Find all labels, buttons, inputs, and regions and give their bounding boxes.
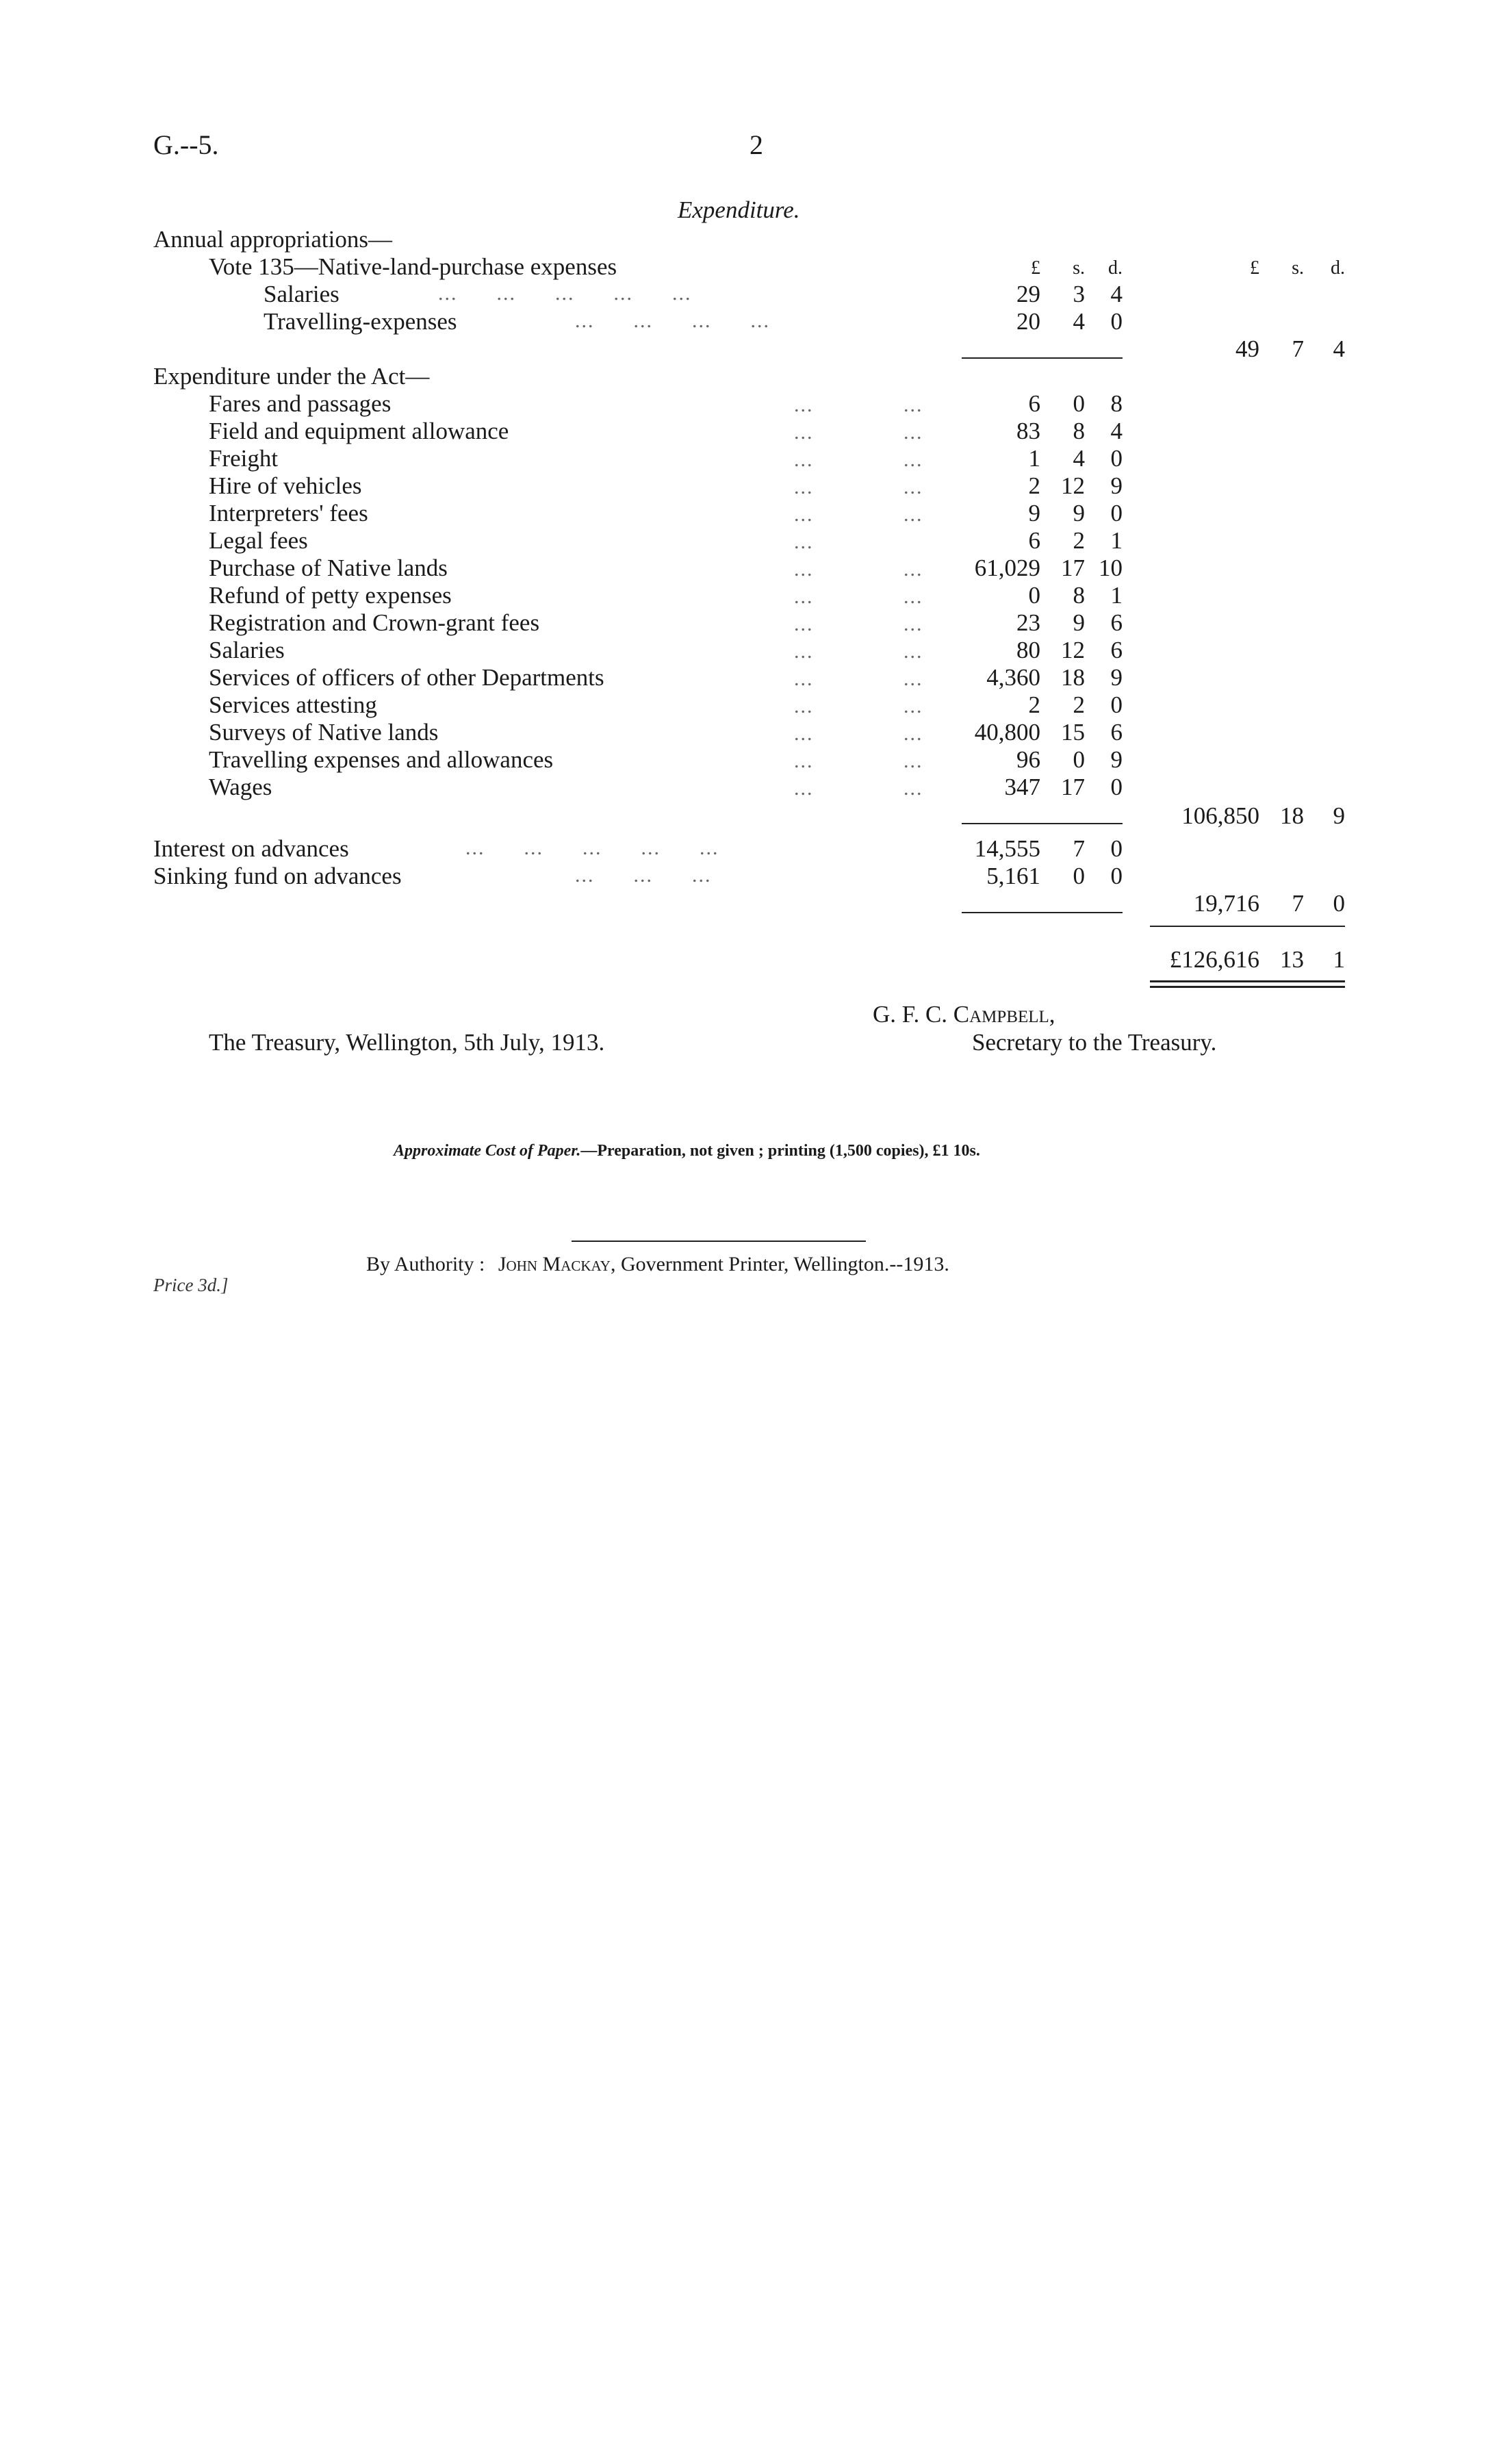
amount-pence: 6 bbox=[1110, 609, 1123, 636]
amount-pence: 9 bbox=[1110, 746, 1123, 773]
other-total-pence: 0 bbox=[1333, 890, 1345, 917]
amount-shillings: 8 bbox=[1073, 418, 1085, 444]
other-total-shillings: 7 bbox=[1292, 890, 1304, 917]
table-row-label: Sinking fund on advances bbox=[153, 863, 402, 889]
table-row-label: Freight bbox=[209, 445, 279, 472]
col-header-pound-2: £ bbox=[1250, 257, 1259, 279]
cost-note-text: —Preparation, not given ; printing (1,500 copies), £1 10s. bbox=[580, 1142, 980, 1160]
amount-pence: 1 bbox=[1110, 527, 1123, 554]
table-row-label: Legal fees bbox=[209, 527, 308, 554]
amount-pence: 0 bbox=[1110, 691, 1123, 718]
table-row-label: Refund of petty expenses bbox=[209, 582, 452, 609]
amount-pounds: 2 bbox=[1028, 691, 1040, 718]
amount-pounds: 2 bbox=[1028, 472, 1040, 499]
amount-pounds: 14,555 bbox=[974, 835, 1040, 862]
page-number: 2 bbox=[749, 129, 763, 160]
price: Price 3d.] bbox=[153, 1275, 229, 1295]
col-header-pound: £ bbox=[1031, 257, 1040, 279]
table-row-label: Services of officers of other Departments bbox=[209, 664, 604, 691]
amount-pounds: 29 bbox=[1016, 281, 1040, 307]
amount-pounds: 6 bbox=[1028, 527, 1040, 554]
grand-total-pence: 1 bbox=[1333, 946, 1345, 973]
subtotal-rule bbox=[962, 357, 1123, 359]
vote-heading: Vote 135—Native-land-purchase expenses bbox=[209, 253, 617, 280]
vote-total-pence: 4 bbox=[1333, 335, 1345, 362]
amount-pounds: 23 bbox=[1016, 609, 1040, 636]
amount-pounds: 20 bbox=[1016, 308, 1040, 335]
table-row-label: Salaries bbox=[264, 281, 339, 307]
amount-pounds: 4,360 bbox=[986, 664, 1040, 691]
leader-dots: ... ... ... ... ... ... ... ... ... ... ... ... ... ... bbox=[904, 394, 923, 800]
table-row-label: Wages bbox=[209, 774, 272, 800]
cost-note bbox=[394, 1142, 980, 1160]
amount-shillings: 8 bbox=[1073, 582, 1085, 609]
document-reference: G.--5. bbox=[153, 129, 219, 160]
table-row-label: Travelling expenses and allowances bbox=[209, 746, 554, 773]
authority-prefix: By Authority : bbox=[366, 1253, 485, 1275]
amount-pence: 0 bbox=[1110, 500, 1123, 526]
printer-name: John Mackay, bbox=[498, 1253, 616, 1275]
amount-pence: 0 bbox=[1110, 445, 1123, 472]
amount-pence: 0 bbox=[1110, 863, 1123, 889]
amount-shillings: 12 bbox=[1061, 637, 1085, 663]
amount-shillings: 7 bbox=[1073, 835, 1085, 862]
table-row-label: Fares and passages bbox=[209, 390, 392, 417]
amount-shillings: 9 bbox=[1073, 609, 1085, 636]
amount-shillings: 4 bbox=[1073, 445, 1085, 472]
grand-total-pounds: £126,616 bbox=[1169, 946, 1259, 973]
col-header-shillings-2: s. bbox=[1292, 257, 1304, 279]
amount-pounds: 6 bbox=[1028, 390, 1040, 417]
amount-pence: 9 bbox=[1110, 472, 1123, 499]
amount-pounds: 1 bbox=[1028, 445, 1040, 472]
amount-shillings: 2 bbox=[1073, 527, 1085, 554]
table-row-label: Registration and Crown-grant fees bbox=[209, 609, 540, 636]
amount-pence: 0 bbox=[1110, 774, 1123, 800]
table-row-label: Services attesting bbox=[209, 691, 377, 718]
subtotal-rule bbox=[962, 823, 1123, 824]
amount-pence: 8 bbox=[1110, 390, 1123, 417]
col-header-pence: d. bbox=[1108, 257, 1123, 279]
table-row-label: Travelling-expenses bbox=[264, 308, 457, 335]
footer-rule bbox=[572, 1241, 866, 1242]
other-total-pounds: 19,716 bbox=[1193, 890, 1259, 917]
amount-pence: 6 bbox=[1110, 719, 1123, 746]
section-act-heading: Expenditure under the Act— bbox=[153, 363, 430, 390]
table-row-label: Field and equipment allowance bbox=[209, 418, 509, 444]
leader-dots: ... ... ... ... bbox=[575, 309, 770, 332]
amount-pounds: 83 bbox=[1016, 418, 1040, 444]
act-total-pence: 9 bbox=[1333, 802, 1345, 829]
amount-shillings: 15 bbox=[1061, 719, 1085, 746]
table-row-label: Surveys of Native lands bbox=[209, 719, 439, 746]
amount-pounds: 80 bbox=[1016, 637, 1040, 663]
signature-name: G. F. C. Campbell, bbox=[873, 1001, 1055, 1028]
amount-shillings: 9 bbox=[1073, 500, 1085, 526]
amount-pence: 9 bbox=[1110, 664, 1123, 691]
vote-total-shillings: 7 bbox=[1292, 335, 1304, 362]
amount-shillings: 2 bbox=[1073, 691, 1085, 718]
amount-pounds: 40,800 bbox=[974, 719, 1040, 746]
page-title: Expenditure. bbox=[678, 196, 800, 223]
signature-title: Secretary to the Treasury. bbox=[972, 1029, 1217, 1056]
total-double-rule bbox=[1150, 986, 1345, 988]
table-row-label: Salaries bbox=[209, 637, 285, 663]
leader-dots: ... ... ... bbox=[575, 864, 712, 887]
total-double-rule bbox=[1150, 980, 1345, 982]
amount-shillings: 17 bbox=[1061, 555, 1085, 581]
table-row-label: Hire of vehicles bbox=[209, 472, 362, 499]
authority-line bbox=[366, 1253, 949, 1276]
amount-shillings: 0 bbox=[1073, 390, 1085, 417]
amount-shillings: 0 bbox=[1073, 863, 1085, 889]
act-total-shillings: 18 bbox=[1280, 802, 1304, 829]
amount-shillings: 12 bbox=[1061, 472, 1085, 499]
amount-pence: 1 bbox=[1110, 582, 1123, 609]
leader-dots: ... ... ... ... ... bbox=[438, 282, 692, 305]
act-total-pounds: 106,850 bbox=[1181, 802, 1259, 829]
subtotal-rule bbox=[962, 912, 1123, 913]
cost-note-label: Approximate Cost of Paper. bbox=[394, 1142, 581, 1160]
amount-pounds: 61,029 bbox=[974, 555, 1040, 581]
amount-pence: 4 bbox=[1110, 281, 1123, 307]
amount-pence: 6 bbox=[1110, 637, 1123, 663]
amount-pounds: 9 bbox=[1028, 500, 1040, 526]
col-header-shillings: s. bbox=[1073, 257, 1085, 279]
amount-pence: 0 bbox=[1110, 835, 1123, 862]
vote-total-pounds: 49 bbox=[1235, 335, 1259, 362]
amount-pounds: 96 bbox=[1016, 746, 1040, 773]
amount-shillings: 3 bbox=[1073, 281, 1085, 307]
amount-pence: 10 bbox=[1099, 555, 1123, 581]
grand-total-shillings: 13 bbox=[1280, 946, 1304, 973]
amount-pounds: 5,161 bbox=[986, 863, 1040, 889]
authority-suffix: Government Printer, Wellington.--1913. bbox=[620, 1253, 949, 1275]
amount-pence: 4 bbox=[1110, 418, 1123, 444]
amount-shillings: 17 bbox=[1061, 774, 1085, 800]
amount-shillings: 0 bbox=[1073, 746, 1085, 773]
col-header-pence-2: d. bbox=[1331, 257, 1345, 279]
table-row-label: Purchase of Native lands bbox=[209, 555, 448, 581]
amount-pounds: 0 bbox=[1028, 582, 1040, 609]
amount-shillings: 18 bbox=[1061, 664, 1085, 691]
total-rule-top bbox=[1150, 926, 1345, 927]
leader-dots: ... ... ... ... ... bbox=[465, 837, 719, 859]
amount-pence: 0 bbox=[1110, 308, 1123, 335]
table-row-label: Interpreters' fees bbox=[209, 500, 368, 526]
amount-shillings: 4 bbox=[1073, 308, 1085, 335]
table-row-label: Interest on advances bbox=[153, 835, 349, 862]
place-date: The Treasury, Wellington, 5th July, 1913. bbox=[209, 1029, 605, 1056]
leader-dots: ... ... ... ... ... ... ... ... ... ... ... ... ... ... ... bbox=[794, 394, 814, 800]
section-annual-heading: Annual appropriations— bbox=[153, 226, 392, 253]
amount-pounds: 347 bbox=[1004, 774, 1040, 800]
